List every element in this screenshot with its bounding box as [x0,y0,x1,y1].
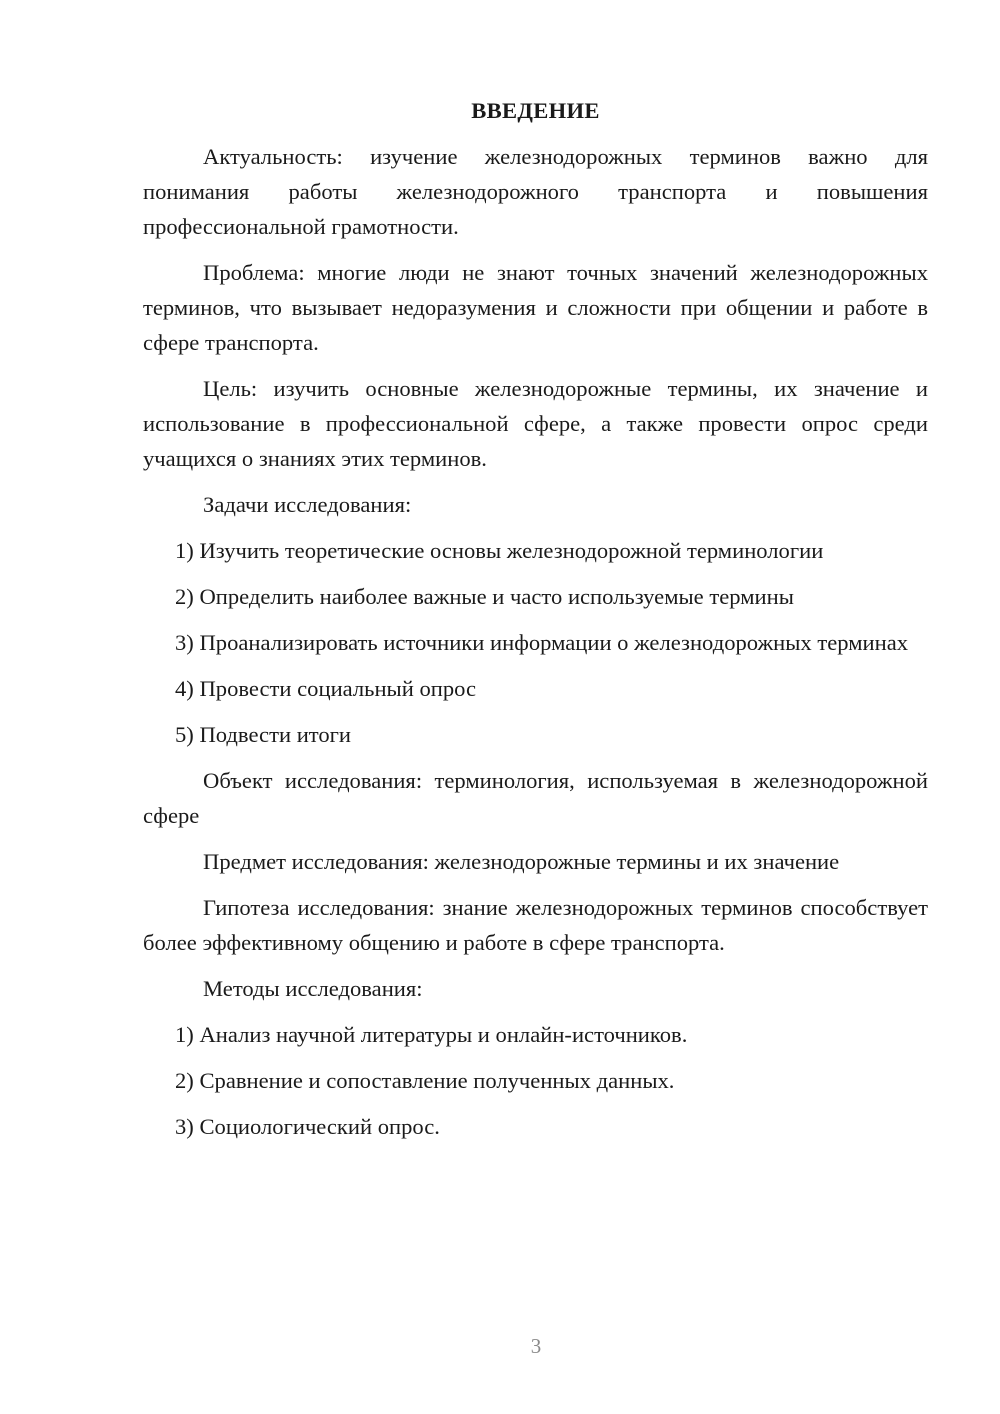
hypothesis-paragraph: Гипотеза исследования: знание железнодорожных терминов способствует более эффективному общению и работе в сфере транспорта. [143,895,928,955]
method-item-1: 1) Анализ научной литературы и онлайн-источников. [175,1022,688,1047]
task-item-3: 3) Проанализировать источники информации о железнодорожных терминах [175,630,909,655]
task-item-1: 1) Изучить теоретические основы железнодорожной терминологии [175,538,824,563]
page-number: 3 [530,1334,542,1358]
task-item-4: 4) Провести социальный опрос [175,676,477,701]
object-paragraph: Объект исследования: терминология, используемая в железнодорожной сфере [143,768,928,828]
page-content [143,96,928,1155]
relevance-paragraph: Актуальность: изучение железнодорожных терминов важно для понимания работы железнодорожного транспорта и повышения профессиональной грамотности. [143,144,928,239]
task-item-2: 2) Определить наиболее важные и часто используемые термины [175,584,794,609]
methods-heading: Методы исследования: [203,976,423,1001]
subject-paragraph: Предмет исследования: железнодорожные термины и их значение [203,849,840,874]
tasks-heading: Задачи исследования: [203,492,412,517]
goal-paragraph: Цель: изучить основные железнодорожные термины, их значение и использование в профессиональной сфере, а также провести опрос среди учащихся о знаниях этих терминов. [143,376,928,471]
task-item-5: 5) Подвести итоги [175,722,352,747]
method-item-3: 3) Социологический опрос. [175,1114,440,1139]
page-title: ВВЕДЕНИЕ [471,98,600,123]
problem-paragraph: Проблема: многие люди не знают точных значений железнодорожных терминов, что вызывает недоразумения и сложности при общении и работе в сфере транспорта. [143,260,928,355]
method-item-2: 2) Сравнение и сопоставление полученных данных. [175,1068,675,1093]
